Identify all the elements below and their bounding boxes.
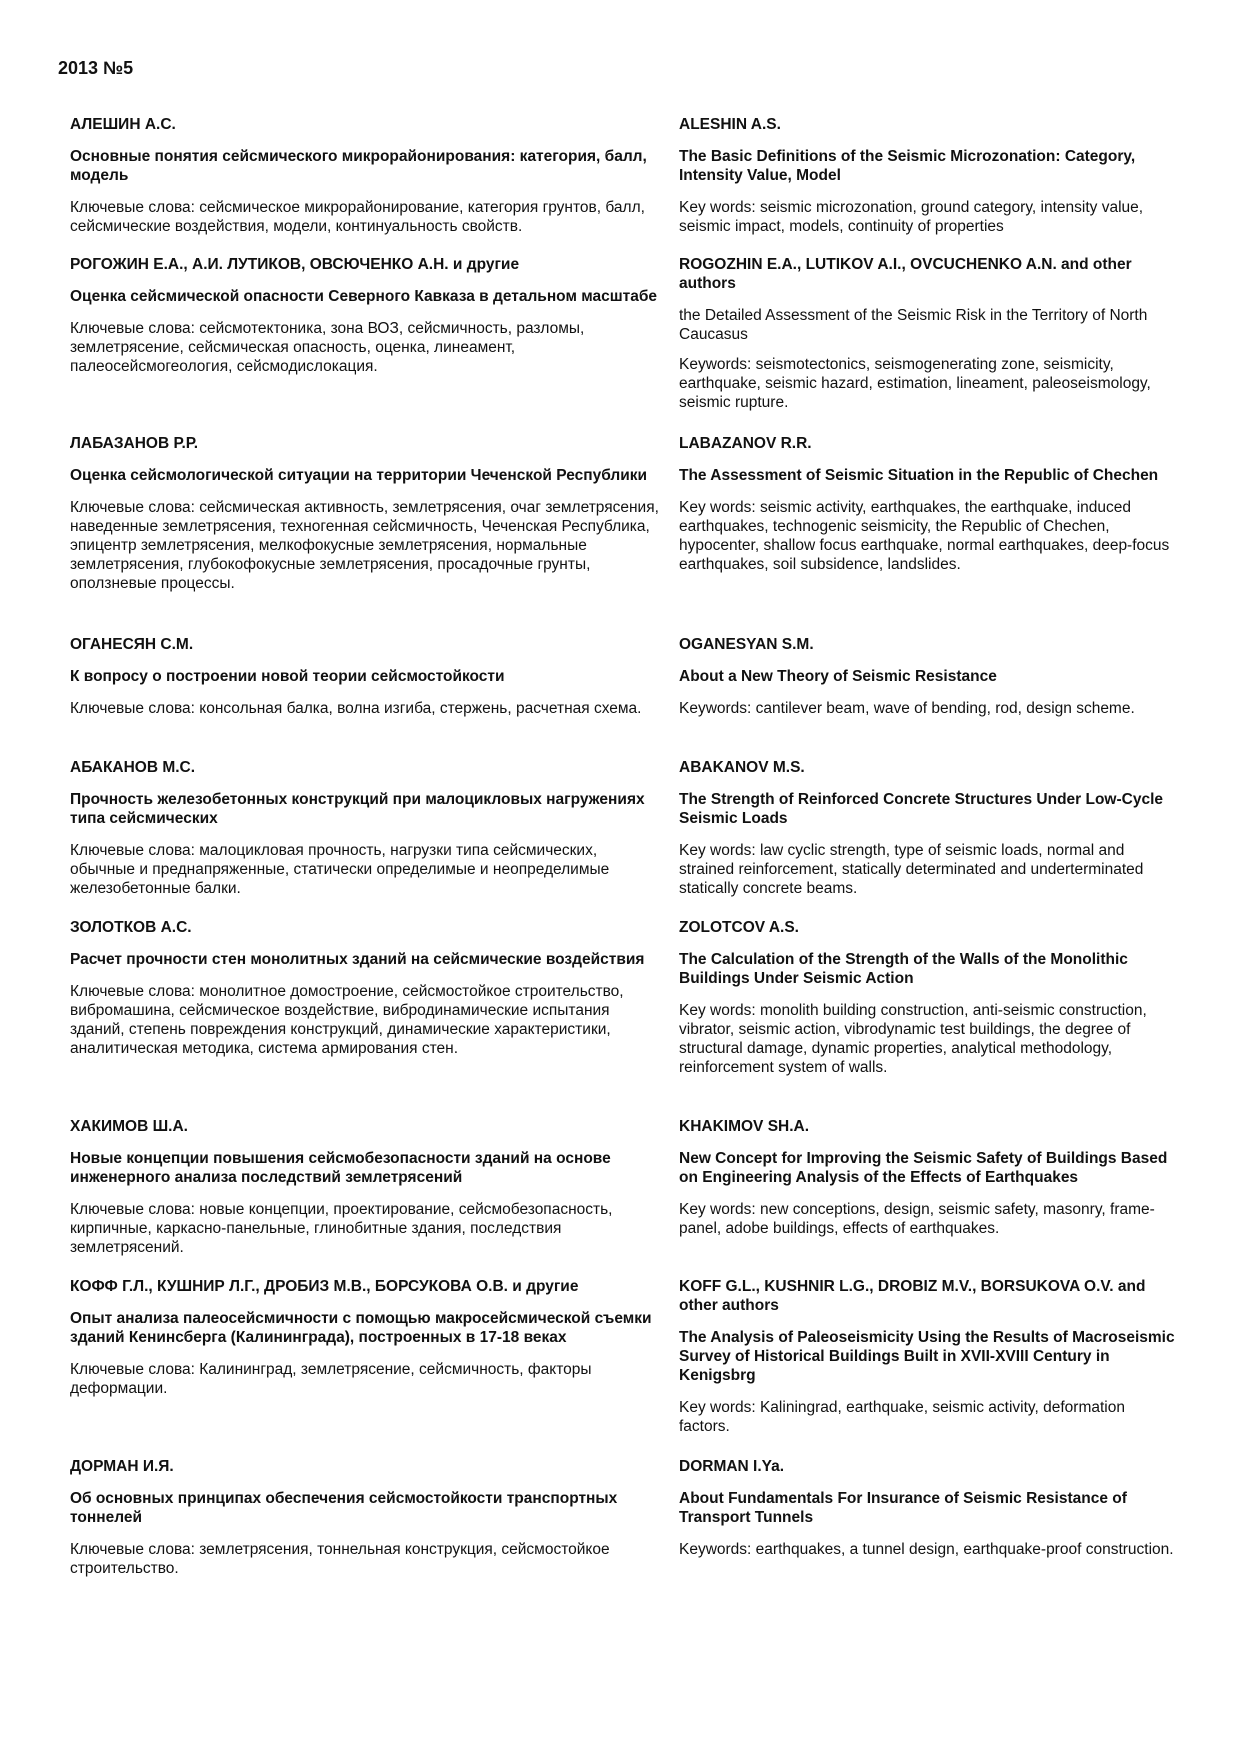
abstract-russian — [70, 918, 660, 1069]
abstract-english — [679, 1117, 1179, 1249]
article-title: Оценка сейсмологической ситуации на территории Чеченской Республики — [70, 467, 648, 484]
article-title: Расчет прочности стен монолитных зданий на сейсмические воздействия — [70, 951, 645, 968]
article-title: About a New Theory of Seismic Resistance — [679, 668, 997, 685]
abstract-english — [679, 635, 1179, 729]
article-title: Основные понятия сейсмического микрорайонирования: категория, балл, модель — [70, 148, 647, 184]
article-title: The Calculation of the Strength of the Walls of the Monolithic Buildings Under Seismic Action — [679, 951, 1128, 987]
author-names: ROGOZHIN E.A., LUTIKOV A.I., OVCUCHENKO A.N. and other authors — [679, 256, 1132, 292]
abstract-english — [679, 115, 1179, 247]
article-title: Прочность железобетонных конструкций при малоцикловых нагружениях типа сейсмических — [70, 791, 645, 827]
abstract-english — [679, 255, 1179, 423]
keywords-text: Key words: monolith building construction, anti-seismic construction, vibrator, seismic action, vibrodynamic test buildings, the degree of structural damage, dynamic properties, analytical methodology, reinforcement system of walls. — [679, 1002, 1147, 1076]
author-names: ZOLOTCOV A.S. — [679, 919, 799, 936]
abstract-english — [679, 1277, 1179, 1447]
article-title: Опыт анализа палеосейсмичности с помощью макросейсмической съемки зданий Кенинсберга (Калининграда), построенных в 17-18 веках — [70, 1310, 652, 1346]
article-title: К вопросу о построении новой теории сейсмостойкости — [70, 668, 505, 685]
keywords-text: Ключевые слова: консольная балка, волна изгиба, стержень, расчетная схема. — [70, 700, 642, 717]
author-names: КОФФ Г.Л., КУШНИР Л.Г., ДРОБИЗ М.В., БОРСУКОВА О.В. и другие — [70, 1278, 579, 1295]
author-names: LABAZANOV R.R. — [679, 435, 812, 452]
author-names: ЛАБАЗАНОВ Р.Р. — [70, 435, 199, 452]
abstract-russian — [70, 255, 660, 387]
keywords-text: Ключевые слова: монолитное домостроение, сейсмостойкое строительство, вибромашина, сейсмическое воздействие, вибродинамические испытания зданий, степень повреждения конструкций, динамические характеристики, аналитическая методика, система армирования стен. — [70, 983, 624, 1057]
article-title: About Fundamentals For Insurance of Seismic Resistance of Transport Tunnels — [679, 1490, 1127, 1526]
author-names: KHAKIMOV SH.A. — [679, 1118, 810, 1135]
keywords-text: Key words: law cyclic strength, type of seismic loads, normal and strained reinforcement, statically determinated and underterminated statically concrete beams. — [679, 842, 1144, 897]
article-title: The Analysis of Paleoseismicity Using the Results of Macroseismic Survey of Historical Buildings Built in XVII-XVIII Century in Kenigsbrg — [679, 1329, 1175, 1384]
abstract-russian — [70, 1277, 660, 1409]
article-title: Новые концепции повышения сейсмобезопасности зданий на основе инженерного анализа последствий землетрясений — [70, 1150, 611, 1186]
abstract-english — [679, 434, 1179, 585]
article-title: Оценка сейсмической опасности Северного Кавказа в детальном масштабе — [70, 288, 658, 305]
author-names: АЛЕШИН А.С. — [70, 116, 176, 133]
abstract-english — [679, 918, 1179, 1088]
article-title: The Assessment of Seismic Situation in the Republic of Chechen — [679, 467, 1159, 484]
keywords-text: Keywords: cantilever beam, wave of bending, rod, design scheme. — [679, 700, 1135, 717]
author-names: ЗОЛОТКОВ А.С. — [70, 919, 192, 936]
keywords-text: Key words: seismic microzonation, ground category, intensity value, seismic impact, models, continuity of properties — [679, 199, 1144, 235]
issue-number: 2013 №5 — [58, 58, 134, 78]
author-names: РОГОЖИН Е.А., А.И. ЛУТИКОВ, ОВСЮЧЕНКО А.Н. и другие — [70, 256, 520, 273]
article-title: Об основных принципах обеспечения сейсмостойкости транспортных тоннелей — [70, 1490, 618, 1526]
keywords-text: Ключевые слова: сейсмотектоника, зона ВОЗ, сейсмичность, разломы, землетрясение, сейсмическая опасность, оценка, линеамент, палеосейсмогеология, сейсмодислокация. — [70, 320, 585, 375]
article-title: The Basic Definitions of the Seismic Microzonation: Category, Intensity Value, Model — [679, 148, 1136, 184]
author-names: ALESHIN A.S. — [679, 116, 781, 133]
abstract-english — [679, 1457, 1179, 1570]
keywords-text: Ключевые слова: малоцикловая прочность, нагрузки типа сейсмических, обычные и преднапряженные, статически определимые и неопределимые железобетонные балки. — [70, 842, 610, 897]
keywords-text: Ключевые слова: новые концепции, проектирование, сейсмобезопасность, кирпичные, каркасно-панельные, глинобитные здания, последствия землетрясений. — [70, 1201, 613, 1256]
article-title: New Concept for Improving the Seismic Safety of Buildings Based on Engineering Analysis of the Effects of Earthquakes — [679, 1150, 1168, 1186]
abstract-english — [679, 758, 1179, 909]
keywords-text: Key words: seismic activity, earthquakes, the earthquake, induced earthquakes, technogenic seismicity, the Republic of Chechen, hypocenter, shallow focus earthquake, normal earthquakes, deep-focus earthquakes, soil subsidence, landslides. — [679, 499, 1170, 573]
abstract-russian — [70, 1457, 660, 1589]
keywords-text: Ключевые слова: сейсмическая активность, землетрясения, очаг землетрясения, наведенные землетрясения, техногенная сейсмичность, Чеченская Республика, эпицентр землетрясения, мелкофокусные землетрясения, нормальные землетрясения, глубокофокусные землетрясения, просадочные грунты, оползневые процессы. — [70, 499, 659, 592]
author-names: АБАКАНОВ М.С. — [70, 759, 196, 776]
author-names: DORMAN I.Ya. — [679, 1458, 785, 1475]
article-title: The Strength of Reinforced Concrete Structures Under Low-Cycle Seismic Loads — [679, 791, 1164, 827]
keywords-text: Key words: new conceptions, design, seismic safety, masonry, frame-panel, adobe buildings, effects of earthquakes. — [679, 1201, 1155, 1237]
keywords-text: the Detailed Assessment of the Seismic Risk in the Territory of North Caucasus — [679, 307, 1148, 343]
keywords-text: Ключевые слова: землетрясения, тоннельная конструкция, сейсмостойкое строительство. — [70, 1541, 610, 1577]
keywords-text: Keywords: seismotectonics, seismogenerating zone, seismicity, earthquake, seismic hazard, estimation, lineament, paleoseismology, seismic rupture. — [679, 356, 1151, 411]
keywords-text: Keywords: earthquakes, a tunnel design, earthquake-proof construction. — [679, 1541, 1174, 1558]
abstract-russian — [70, 758, 660, 909]
keywords-text: Ключевые слова: сейсмическое микрорайонирование, категория грунтов, балл, сейсмические воздействия, модели, континуальность свойств. — [70, 199, 645, 235]
author-names: ОГАНЕСЯН С.М. — [70, 636, 194, 653]
keywords-text: Key words: Kaliningrad, earthquake, seismic activity, deformation factors. — [679, 1399, 1125, 1435]
keywords-text: Ключевые слова: Калининград, землетрясение, сейсмичность, факторы деформации. — [70, 1361, 592, 1397]
author-names: ДОРМАН И.Я. — [70, 1458, 174, 1475]
author-names: ABAKANOV M.S. — [679, 759, 805, 776]
author-names: ХАКИМОВ Ш.А. — [70, 1118, 188, 1135]
abstract-russian — [70, 115, 660, 247]
abstract-russian — [70, 434, 660, 604]
abstract-russian — [70, 1117, 660, 1268]
author-names: KOFF G.L., KUSHNIR L.G., DROBIZ M.V., BORSUKOVA O.V. and other authors — [679, 1278, 1146, 1314]
abstract-russian — [70, 635, 660, 729]
author-names: OGANESYAN S.M. — [679, 636, 814, 653]
